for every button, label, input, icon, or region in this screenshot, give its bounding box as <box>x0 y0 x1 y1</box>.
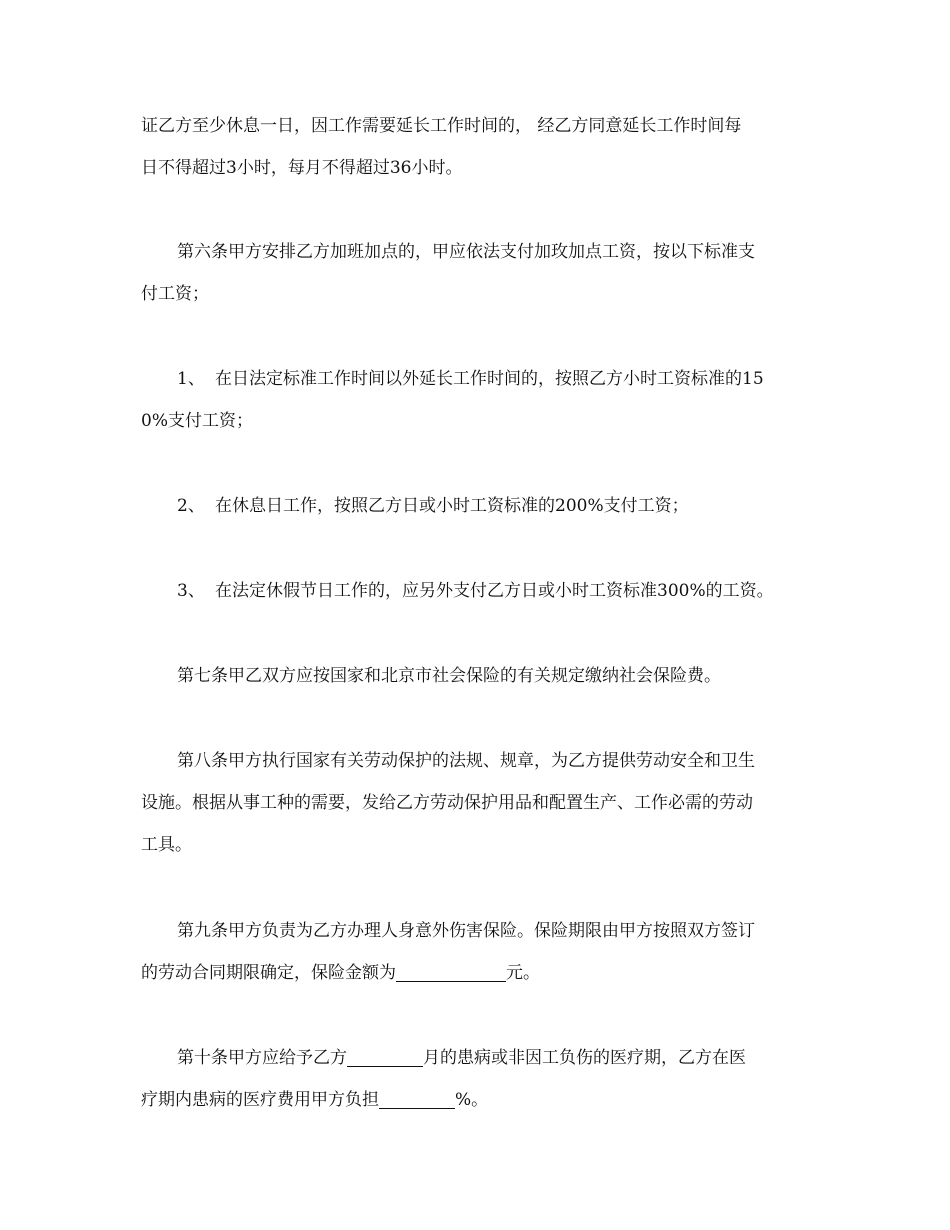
text-line: 第八条甲方执行国家有关劳动保护的法规、规章，为乙方提供劳动安全和卫生 <box>177 751 755 771</box>
item-number: 2、 <box>177 496 205 516</box>
medical-period-blank <box>347 1046 423 1067</box>
paragraph-article-8 <box>141 740 813 866</box>
text-line: 付工资； <box>141 284 209 304</box>
text-line <box>141 952 813 994</box>
text-segment: 第十条甲方应给予乙方 <box>177 1048 347 1068</box>
insurance-amount-blank <box>396 961 506 982</box>
text-line <box>141 1079 813 1121</box>
text-line: 日不得超过3小时，每月不得超过36小时。 <box>141 158 463 178</box>
item-text: 在法定休假节日工作的，应另外支付乙方日或小时工资标准300%的工资。 <box>215 581 774 601</box>
paragraph-article-9 <box>141 910 813 994</box>
list-item-1 <box>141 358 813 442</box>
item-text: 在休息日工作，按照乙方日或小时工资标准的200%支付工资； <box>215 496 689 516</box>
paragraph-article-7 <box>141 655 813 697</box>
text-line: 第九条甲方负责为乙方办理人身意外伤害保险。保险期限由甲方按照双方签订 <box>177 921 755 941</box>
text-segment: 的劳动合同期限确定，保险金额为 <box>141 963 396 983</box>
item-number: 1、 <box>177 369 205 389</box>
text-line: 0%支付工资； <box>141 411 253 431</box>
text-line: 第六条甲方安排乙方加班加点的，甲应依法支付加玫加点工资，按以下标准支 <box>177 242 755 262</box>
paragraph-rest-days <box>141 105 813 189</box>
text-line: 证乙方至少休息一日，因工作需要延长工作时间的， 经乙方同意延长工作时间每 <box>141 116 742 136</box>
text-segment: 元。 <box>506 963 540 983</box>
item-text: 在日法定标准工作时间以外延长工作时间的，按照乙方小时工资标准的15 <box>215 369 764 389</box>
text-segment: %。 <box>455 1090 489 1110</box>
text-line: 工具。 <box>141 835 192 855</box>
item-number: 3、 <box>177 581 205 601</box>
text-line <box>141 358 813 400</box>
text-line <box>141 485 813 527</box>
text-segment: 月的患病或非因工负伤的医疗期，乙方在医 <box>423 1048 746 1068</box>
list-item-3 <box>141 570 813 612</box>
medical-cost-percent-blank <box>379 1088 455 1109</box>
text-line <box>141 1037 813 1079</box>
text-line: 设施。根据从事工种的需要，发给乙方劳动保护用品和配置生产、工作必需的劳动 <box>141 793 753 813</box>
text-line <box>141 570 813 612</box>
list-item-2 <box>141 485 813 527</box>
text-segment: 疗期内患病的医疗费用甲方负担 <box>141 1090 379 1110</box>
text-line: 第七条甲乙双方应按国家和北京市社会保险的有关规定缴纳社会保险费。 <box>177 666 721 686</box>
paragraph-article-6 <box>141 231 813 315</box>
paragraph-article-10 <box>141 1037 813 1121</box>
